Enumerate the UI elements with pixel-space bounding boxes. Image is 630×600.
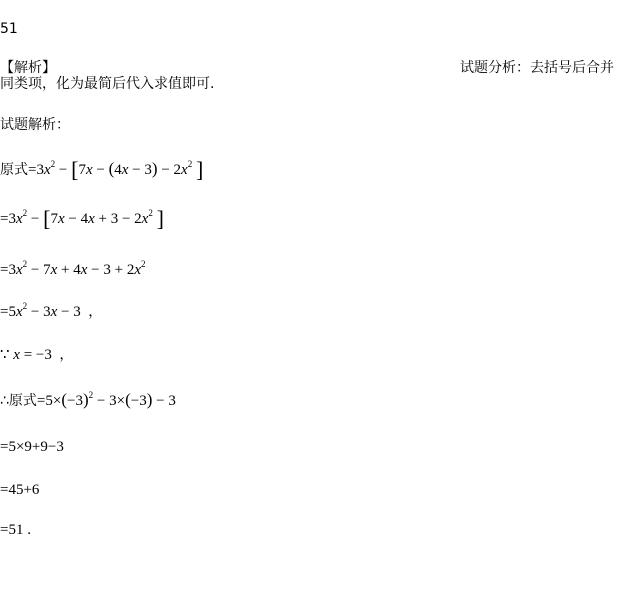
step-7 (0, 438, 64, 456)
answer-text: 51 (0, 21, 18, 37)
step-1 (0, 157, 204, 182)
step-3 (0, 261, 146, 279)
step-8-text: =45+6 (0, 482, 40, 498)
step-4-expression: $=5x^2 - 3x - 3$ ， (0, 301, 103, 320)
solution-heading: 试题解析： (0, 117, 70, 133)
step-4 (0, 303, 102, 321)
analysis-summary-part1: 试题分析：去括号后合并 (460, 60, 614, 76)
step-2-expression: $=3x^2 - [7x - 4x + 3 - 2x^2$ ] (0, 206, 164, 231)
step-9 (0, 521, 31, 539)
step-6-prefix: ∴原式 (0, 393, 37, 409)
step-6 (0, 391, 176, 410)
step-5-expression: x = −3 ， (13, 347, 74, 363)
step-1-expression: $=3x^2 - [7x - (4x - 3) - 2x^2$ ] (28, 157, 204, 182)
step-5 (0, 346, 73, 364)
step-1-prefix: 原式 (0, 162, 28, 178)
step-5-prefix: ∵ (0, 347, 10, 363)
step-9-text: =51 . (0, 522, 31, 538)
step-7-text: =5×9+9−3 (0, 439, 64, 455)
analysis-tag: 【解析】 (0, 60, 56, 76)
analysis-summary-part2: 同类项，化为最简后代入求值即可. (0, 76, 215, 92)
step-3-expression: $=3x^2 - 7x + 4x - 3 + 2x^2$ (0, 259, 146, 278)
step-6-expression: $=5\times(-3)^2 - 3\times(-3) - 3$ (36, 390, 176, 409)
step-8 (0, 481, 39, 499)
step-2 (0, 206, 164, 231)
